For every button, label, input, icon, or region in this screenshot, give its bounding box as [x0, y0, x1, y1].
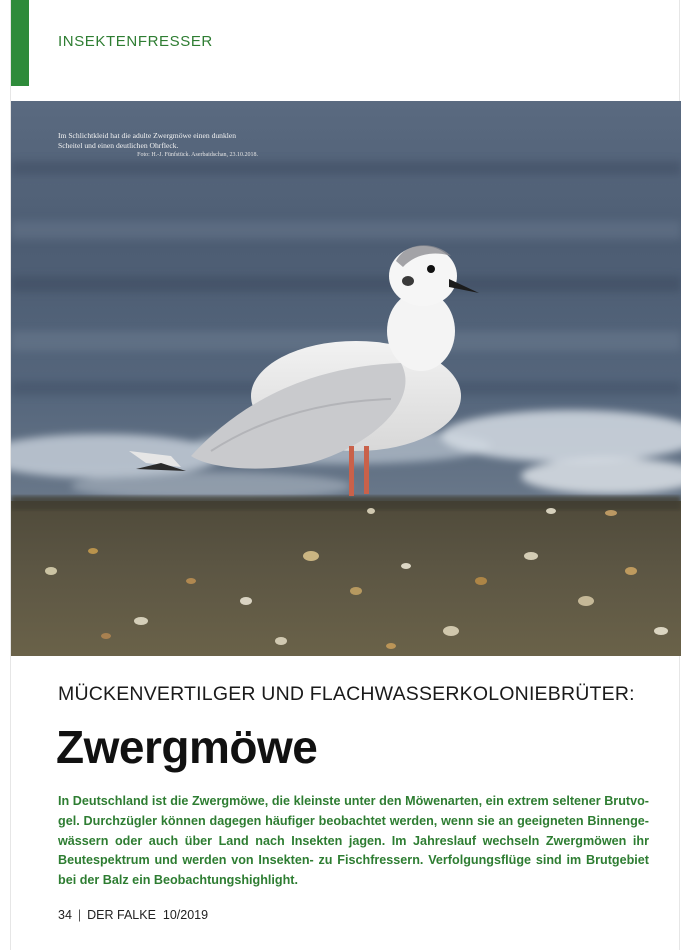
- photo-caption: [58, 131, 258, 160]
- gull-photo-illustration: [11, 101, 681, 656]
- photo-credit: Foto: H.-J. Fünfstück. Aserbaidschan, 23.10.2018.: [137, 152, 258, 158]
- section-label: INSEKTENFRESSER: [58, 33, 213, 50]
- page-number: 34: [58, 908, 72, 922]
- article-lead: In Deutschland ist die Zwergmöwe, die kleinste unter den Möwenarten, ein extrem seltener Brutvogel. Durchzügler können dagegen häufiger beobachtet werden, wenn sie an geeigneten Binnengewässern oder auch über Land nach Insekten jagen. Im Jahreslauf wechseln Zwergmöwen ihr Beutespektrum und werden von Insekten- zu Fischfressern. Verfolgungsflüge sind im Brutgebiet bei der Balz ein Beobachtungshighlight.: [58, 794, 649, 888]
- issue-number: 10/2019: [162, 908, 209, 922]
- section-color-bar: [11, 0, 29, 86]
- gull-photo: [11, 101, 681, 656]
- article-kicker: MÜCKENVERTILGER UND FLACHWASSERKOLONIEBRÜTER:: [58, 683, 635, 705]
- footer-separator: |: [77, 908, 82, 922]
- magazine-page: [10, 0, 680, 950]
- photo-caption-text: Im Schlichtkleid hat die adulte Zwergmöwe einen dunklen Scheitel und einen deutlichen Ohrfleck.: [58, 131, 237, 150]
- article-title: Zwergmöwe: [56, 721, 318, 773]
- page-footer: [58, 908, 208, 922]
- magazine-name: DER FALKE: [87, 908, 156, 922]
